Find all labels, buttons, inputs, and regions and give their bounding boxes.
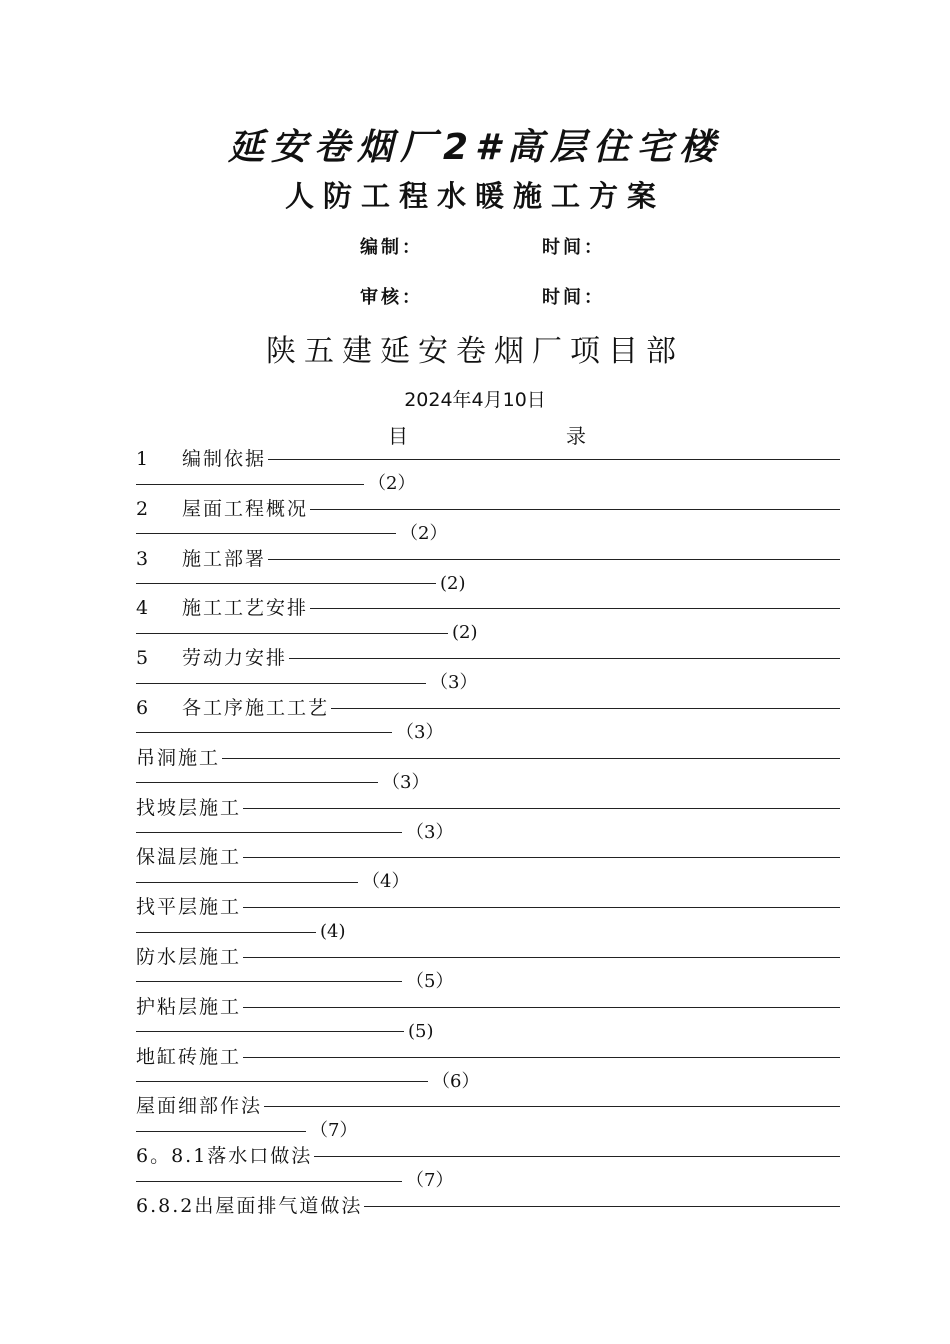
toc-leader-line <box>264 1093 840 1107</box>
toc-item[interactable] <box>136 795 840 845</box>
organization-name: 陕五建延安卷烟厂项目部 <box>266 334 684 369</box>
toc-item-number: 6 <box>136 696 149 719</box>
toc-item-page: （2） <box>368 473 416 494</box>
toc-item-line <box>136 844 840 870</box>
toc-item-label: 找平层施工 <box>136 896 242 919</box>
toc-leader-line-continued <box>136 1181 402 1182</box>
toc-item-line <box>136 795 840 821</box>
toc-item-number: 5 <box>136 647 149 670</box>
toc-item-page: （7） <box>310 1120 358 1142</box>
toc-heading-right: 录 <box>566 424 586 448</box>
toc-item[interactable] <box>136 745 840 795</box>
toc-item-label: 施工部署 <box>182 547 267 570</box>
toc-item[interactable] <box>136 844 840 894</box>
cover-title-line2: 人防工程水暖施工方案 <box>284 179 665 213</box>
toc-leader-line-continued <box>136 732 392 733</box>
toc-item-page: (4) <box>320 921 346 943</box>
toc-item-line <box>136 1093 840 1119</box>
toc-item-label: 吊洞施工 <box>136 746 221 769</box>
toc-heading-left: 目 <box>388 424 408 448</box>
toc-item-line <box>136 595 840 621</box>
toc-item-continuation <box>136 920 840 944</box>
toc-item-line <box>136 1193 840 1219</box>
toc-item-page: （2） <box>400 522 448 544</box>
reviewed-by-label: 审核： <box>360 287 423 308</box>
toc-item-continuation <box>136 671 840 695</box>
toc-leader-line <box>243 795 840 809</box>
toc-item-label: 编制依据 <box>182 448 267 470</box>
toc-leader-line-continued <box>136 683 426 684</box>
toc-item[interactable] <box>136 595 840 645</box>
toc-leader-line <box>310 496 840 510</box>
reviewed-time-label: 时间： <box>542 287 605 308</box>
toc-item-continuation <box>136 572 840 596</box>
toc-item[interactable] <box>136 645 840 695</box>
toc-item-line <box>136 994 840 1020</box>
toc-item-continuation <box>136 771 840 795</box>
toc-item-line <box>136 944 840 970</box>
toc-item[interactable] <box>136 1044 840 1094</box>
toc-item-page: （5） <box>406 970 454 992</box>
toc-item-number: 3 <box>136 547 149 570</box>
toc-item-number: 1 <box>136 448 149 470</box>
toc-item-label: 6.8.2出屋面排气道做法 <box>136 1194 363 1217</box>
toc-item-label: 保温层施工 <box>136 846 242 869</box>
toc-item[interactable] <box>136 1193 840 1243</box>
toc-item-continuation <box>136 1020 840 1044</box>
toc-item-line <box>136 446 840 472</box>
toc-leader-line <box>243 994 840 1008</box>
toc-leader-line <box>268 546 840 560</box>
toc-leader-line <box>243 844 840 858</box>
toc-item-continuation <box>136 821 840 845</box>
toc-leader-line-continued <box>136 533 396 534</box>
toc-leader-line <box>243 1044 840 1058</box>
toc-leader-line <box>314 1143 840 1157</box>
toc-item-label: 护粘层施工 <box>136 995 242 1018</box>
toc-item-page: （3） <box>406 821 454 843</box>
table-of-contents <box>136 446 840 1243</box>
toc-leader-line <box>289 645 840 659</box>
toc-leader-line <box>331 695 840 709</box>
toc-leader-line <box>243 944 840 958</box>
toc-item[interactable] <box>136 894 840 944</box>
toc-leader-line <box>310 595 840 609</box>
toc-item-label: 找坡层施工 <box>136 796 242 819</box>
toc-leader-line-continued <box>136 932 316 933</box>
toc-item-number: 4 <box>136 597 149 620</box>
toc-leader-line-continued <box>136 832 402 833</box>
toc-leader-line-continued <box>136 882 358 883</box>
toc-item-page: （6） <box>432 1070 480 1092</box>
toc-item[interactable] <box>136 546 840 596</box>
toc-leader-line-continued <box>136 1081 428 1082</box>
compiled-by-label: 编制： <box>360 237 423 258</box>
toc-item[interactable] <box>136 994 840 1044</box>
compiled-time-label: 时间： <box>542 237 605 258</box>
toc-item-page: （7） <box>406 1170 454 1192</box>
toc-item[interactable] <box>136 1143 840 1193</box>
toc-item-line <box>136 1143 840 1169</box>
cover-title-line1: 延安卷烟厂2#高层住宅楼 <box>227 127 723 168</box>
toc-item-continuation <box>136 1169 840 1193</box>
toc-item-number: 2 <box>136 497 149 520</box>
toc-item-label: 劳动力安排 <box>182 647 288 670</box>
toc-leader-line-continued <box>136 633 448 634</box>
toc-item[interactable] <box>136 496 840 546</box>
toc-item-page: (2) <box>440 572 466 594</box>
toc-item-page: (5) <box>408 1020 434 1042</box>
toc-leader-line <box>268 446 840 460</box>
toc-item-line <box>136 546 840 572</box>
toc-item-continuation <box>136 1070 840 1094</box>
toc-item-continuation <box>136 870 840 894</box>
toc-item-page: （3） <box>396 721 444 743</box>
toc-item-line <box>136 1044 840 1070</box>
toc-item-label: 地缸砖施工 <box>136 1045 242 1068</box>
toc-item[interactable] <box>136 446 840 496</box>
toc-item-line <box>136 745 840 771</box>
toc-leader-line-continued <box>136 981 402 982</box>
toc-item-line <box>136 894 840 920</box>
toc-leader-line-continued <box>136 782 378 783</box>
toc-item-page: （3） <box>430 672 478 694</box>
toc-item-line <box>136 645 840 671</box>
toc-item-label: 屋面细部作法 <box>136 1095 263 1118</box>
toc-item-continuation <box>136 721 840 745</box>
toc-item-continuation <box>136 1119 840 1143</box>
toc-item-label: 6。8.1落水口做法 <box>136 1145 313 1168</box>
toc-item[interactable] <box>136 1093 840 1143</box>
toc-item-page: （3） <box>382 771 430 793</box>
toc-item-continuation <box>136 970 840 994</box>
toc-item-continuation <box>136 621 840 645</box>
toc-leader-line-continued <box>136 1131 306 1132</box>
toc-item-continuation <box>136 472 840 496</box>
toc-leader-line-continued <box>136 583 436 584</box>
toc-item-label: 施工工艺安排 <box>182 597 309 620</box>
toc-item-page: （4） <box>362 871 410 893</box>
toc-item[interactable] <box>136 695 840 745</box>
toc-leader-line-continued <box>136 1031 404 1032</box>
toc-item-line <box>136 496 840 522</box>
toc-leader-line <box>222 745 840 759</box>
toc-item-page: (2) <box>452 622 478 644</box>
document-date: 2024年4月10日 <box>404 389 546 411</box>
toc-leader-line-continued <box>136 484 364 485</box>
toc-item-continuation <box>136 522 840 546</box>
toc-leader-line <box>243 894 840 908</box>
toc-item[interactable] <box>136 944 840 994</box>
toc-item-line <box>136 695 840 721</box>
toc-item-label: 各工序施工工艺 <box>182 696 330 719</box>
toc-item-label: 防水层施工 <box>136 945 242 968</box>
toc-leader-line <box>364 1193 840 1207</box>
toc-item-label: 屋面工程概况 <box>182 497 309 520</box>
